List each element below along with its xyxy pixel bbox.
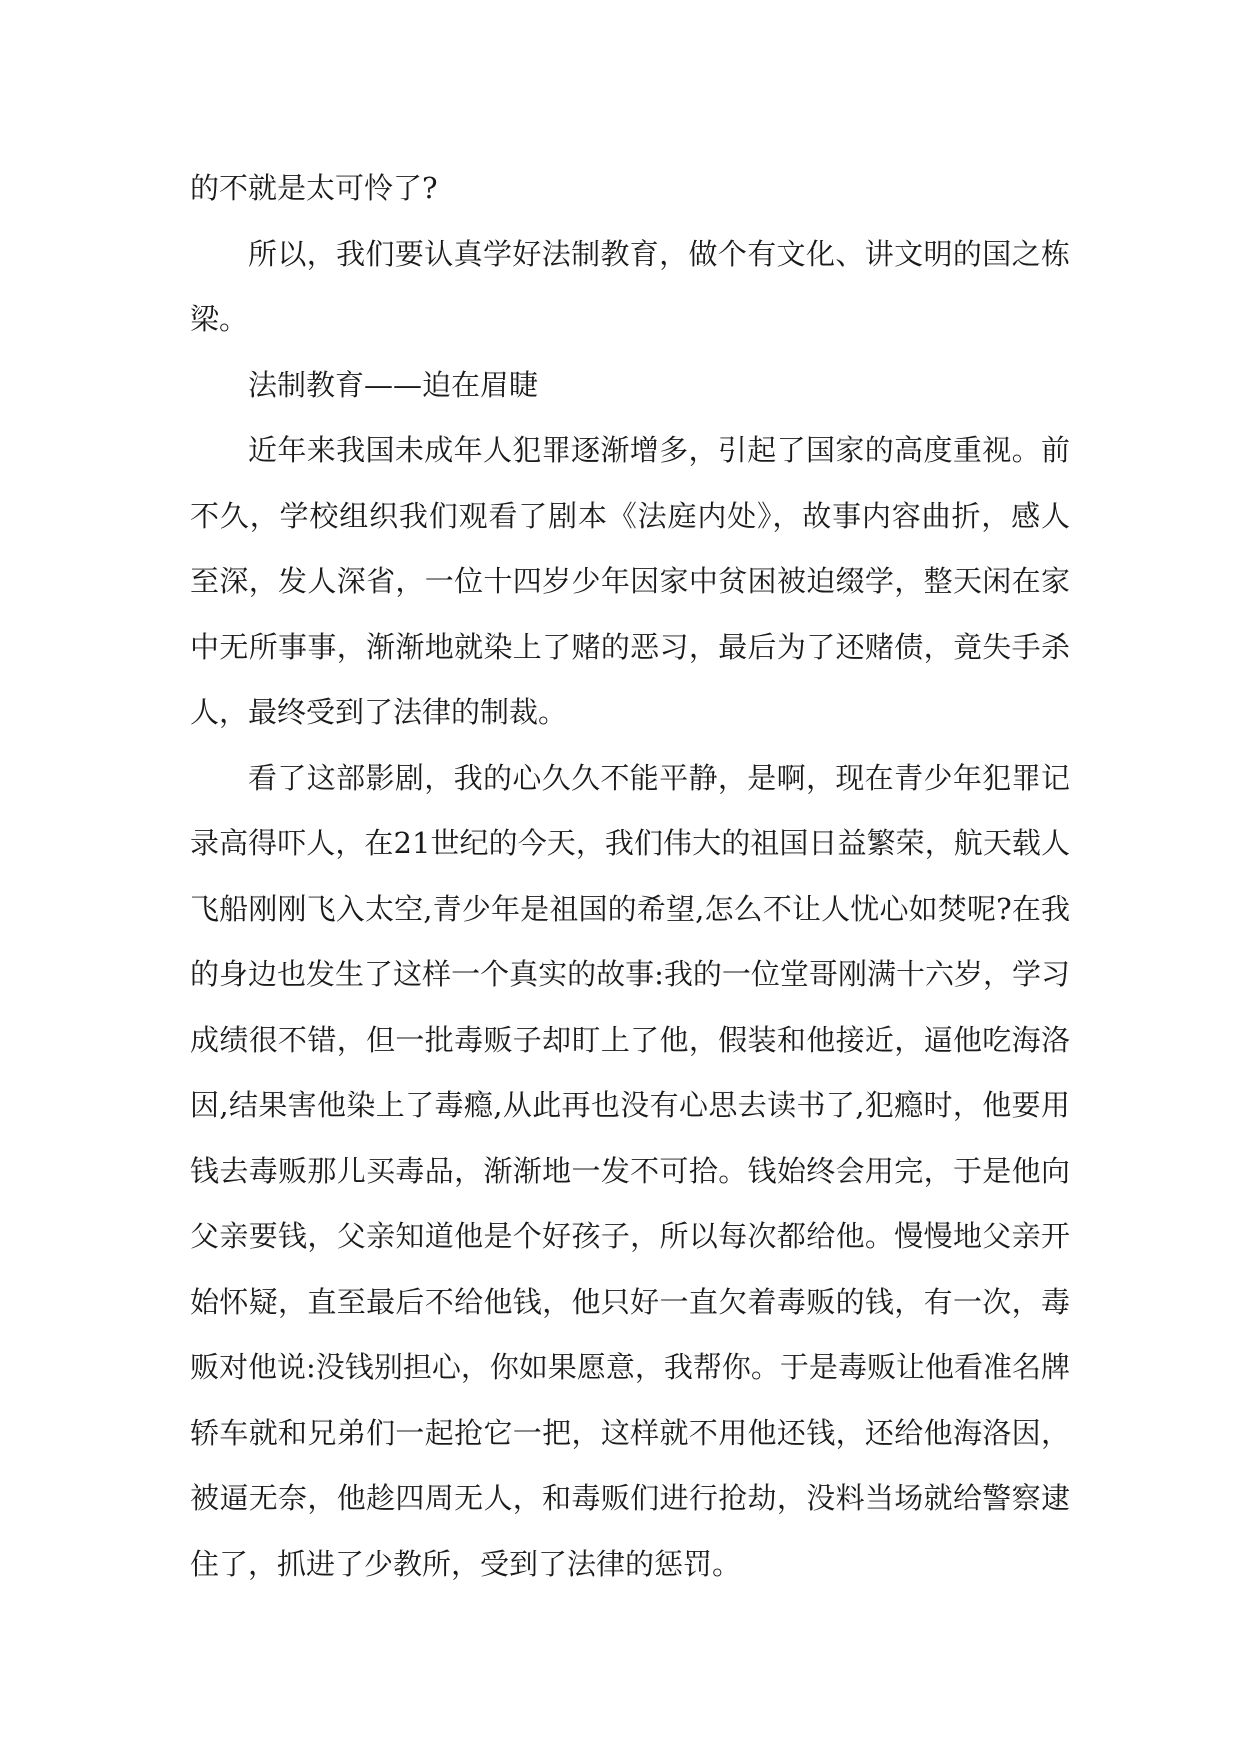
- paragraph-3: 近年来我国未成年人犯罪逐渐增多，引起了国家的高度重视。前不久，学校组织我们观看了剧本《法庭内处》，故事内容曲折，感人至深，发人深省，一位十四岁少年因家中贫困被迫缀学，整天闲在家中无所事事，渐渐地就染上了赌的恶习，最后为了还赌债，竟失手杀人，最终受到了法律的制裁。: [190, 433, 1070, 729]
- paragraph-1: 的不就是太可怜了?: [190, 171, 438, 205]
- document-body: [190, 156, 1070, 1597]
- paragraph-4: 看了这部影剧，我的心久久不能平静，是啊，现在青少年犯罪记录高得吓人，在21世纪的今天，我们伟大的祖国日益繁荣，航天载人飞船刚刚飞入太空,青少年是祖国的希望,怎么不让人忧心如焚呢?在我的身边也发生了这样一个真实的故事:我的一位堂哥刚满十六岁，学习成绩很不错，但一批毒贩子却盯上了他，假装和他接近，逼他吃海洛因,结果害他染上了毒瘾,从此再也没有心思去读书了,犯瘾时，他要用钱去毒贩那儿买毒品，渐渐地一发不可拾。钱始终会用完，于是他向父亲要钱，父亲知道他是个好孩子，所以每次都给他。慢慢地父亲开始怀疑，直至最后不给他钱，他只好一直欠着毒贩的钱，有一次，毒贩对他说:没钱别担心，你如果愿意，我帮你。于是毒贩让他看准名牌轿车就和兄弟们一起抢它一把，这样就不用他还钱，还给他海洛因，被逼无奈，他趁四周无人，和毒贩们进行抢劫，没料当场就给警察逮住了，抓进了少教所，受到了法律的惩罚。: [190, 760, 1070, 1581]
- paragraph-2: 所以，我们要认真学好法制教育，做个有文化、讲文明的国之栋梁。: [190, 236, 1070, 336]
- section-heading: 法制教育——迫在眉睫: [248, 367, 539, 402]
